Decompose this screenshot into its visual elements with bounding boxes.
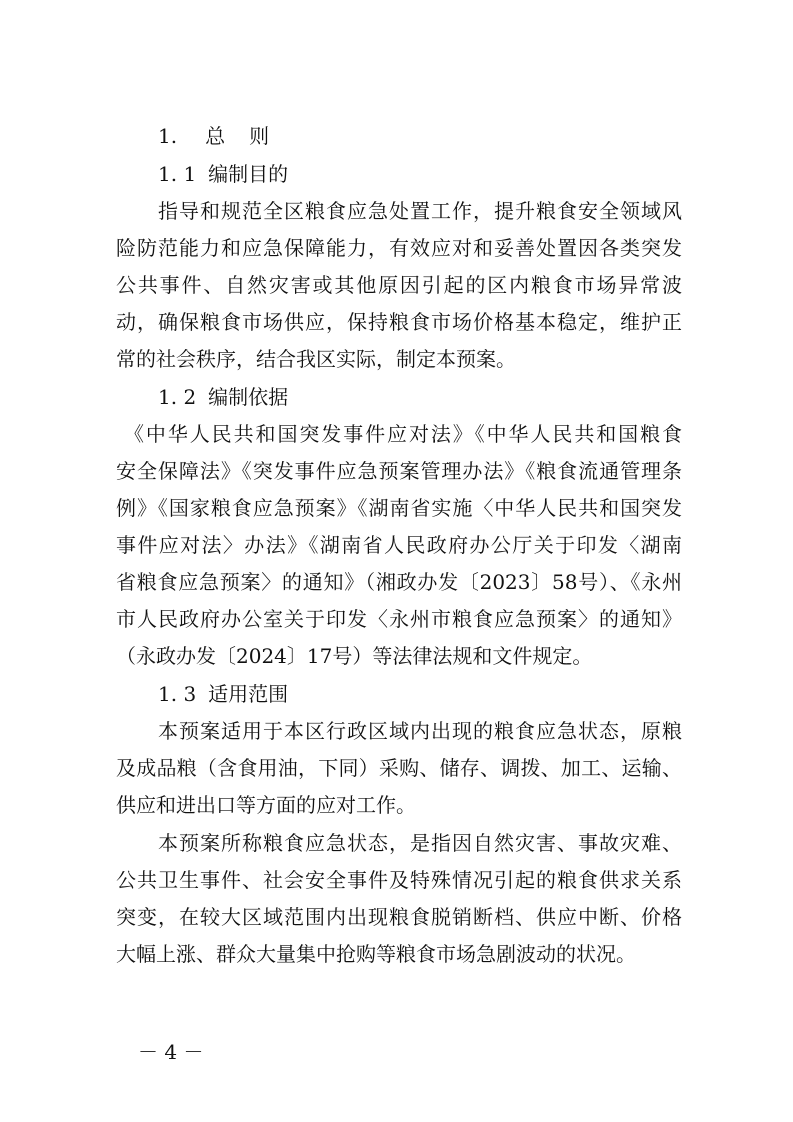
paragraph-line: 突变，在较大区域范围内出现粮食脱销断档、供应中断、价格: [116, 905, 682, 929]
paragraph-line: 省粮食应急预案〉的通知》（湘政办发〔2023〕58号）、《永州: [116, 570, 682, 594]
paragraph-line: 本预案适用于本区行政区域内出现的粮食应急状态，原粮: [158, 719, 682, 743]
paragraph-line: 指导和规范全区粮食应急处置工作，提升粮食安全领域风: [158, 199, 682, 223]
subsection-title: 适用范围: [208, 682, 289, 706]
page-number: － 4 －: [138, 1040, 204, 1064]
paragraph-line: 公共事件、自然灾害或其他原因引起的区内粮食市场异常波: [116, 273, 682, 297]
subsection-title: 编制依据: [208, 385, 289, 409]
paragraph-line: 例》《国家粮食应急预案》《湖南省实施〈中华人民共和国突发: [116, 496, 682, 520]
paragraph-line: （永政办发〔2024〕17号）等法律法规和文件规定。: [116, 644, 593, 668]
paragraph-line: 常的社会秩序，结合我区实际，制定本预案。: [116, 347, 516, 371]
paragraph-line: 事件应对法〉办法》《湖南省人民政府办公厅关于印发〈湖南: [116, 533, 682, 557]
paragraph-line: 《中华人民共和国突发事件应对法》《中华人民共和国粮食: [124, 422, 682, 446]
section-heading-1: [158, 124, 293, 148]
subsection-heading-1-1: [158, 162, 288, 186]
section-title: 总则: [205, 124, 294, 148]
paragraph-line: 安全保障法》《突发事件应急预案管理办法》《粮食流通管理条: [116, 459, 682, 483]
paragraph-line: 及成品粮（含食用油，下同）采购、储存、调拨、加工、运输、: [116, 756, 682, 780]
paragraph-line: 供应和进出口等方面的应对工作。: [116, 793, 416, 817]
paragraph-line: 公共卫生事件、社会安全事件及特殊情况引起的粮食供求关系: [116, 868, 682, 892]
subsection-number: 1. 1: [158, 162, 197, 186]
section-number: 1.: [158, 124, 178, 148]
paragraph-line: 动，确保粮食市场供应，保持粮食市场价格基本稳定，维护正: [116, 310, 682, 334]
paragraph-line: 险防范能力和应急保障能力，有效应对和妥善处置因各类突发: [116, 236, 682, 260]
subsection-heading-1-3: [158, 682, 288, 706]
subsection-number: 1. 3: [158, 682, 197, 706]
subsection-heading-1-2: [158, 385, 288, 409]
paragraph-line: 市人民政府办公室关于印发〈永州市粮食应急预案〉的通知》: [116, 607, 682, 631]
subsection-number: 1. 2: [158, 385, 197, 409]
paragraph-line: 大幅上涨、群众大量集中抢购等粮食市场急剧波动的状况。: [116, 942, 636, 966]
subsection-title: 编制目的: [208, 162, 289, 186]
paragraph-line: 本预案所称粮食应急状态，是指因自然灾害、事故灾难、: [158, 831, 682, 855]
